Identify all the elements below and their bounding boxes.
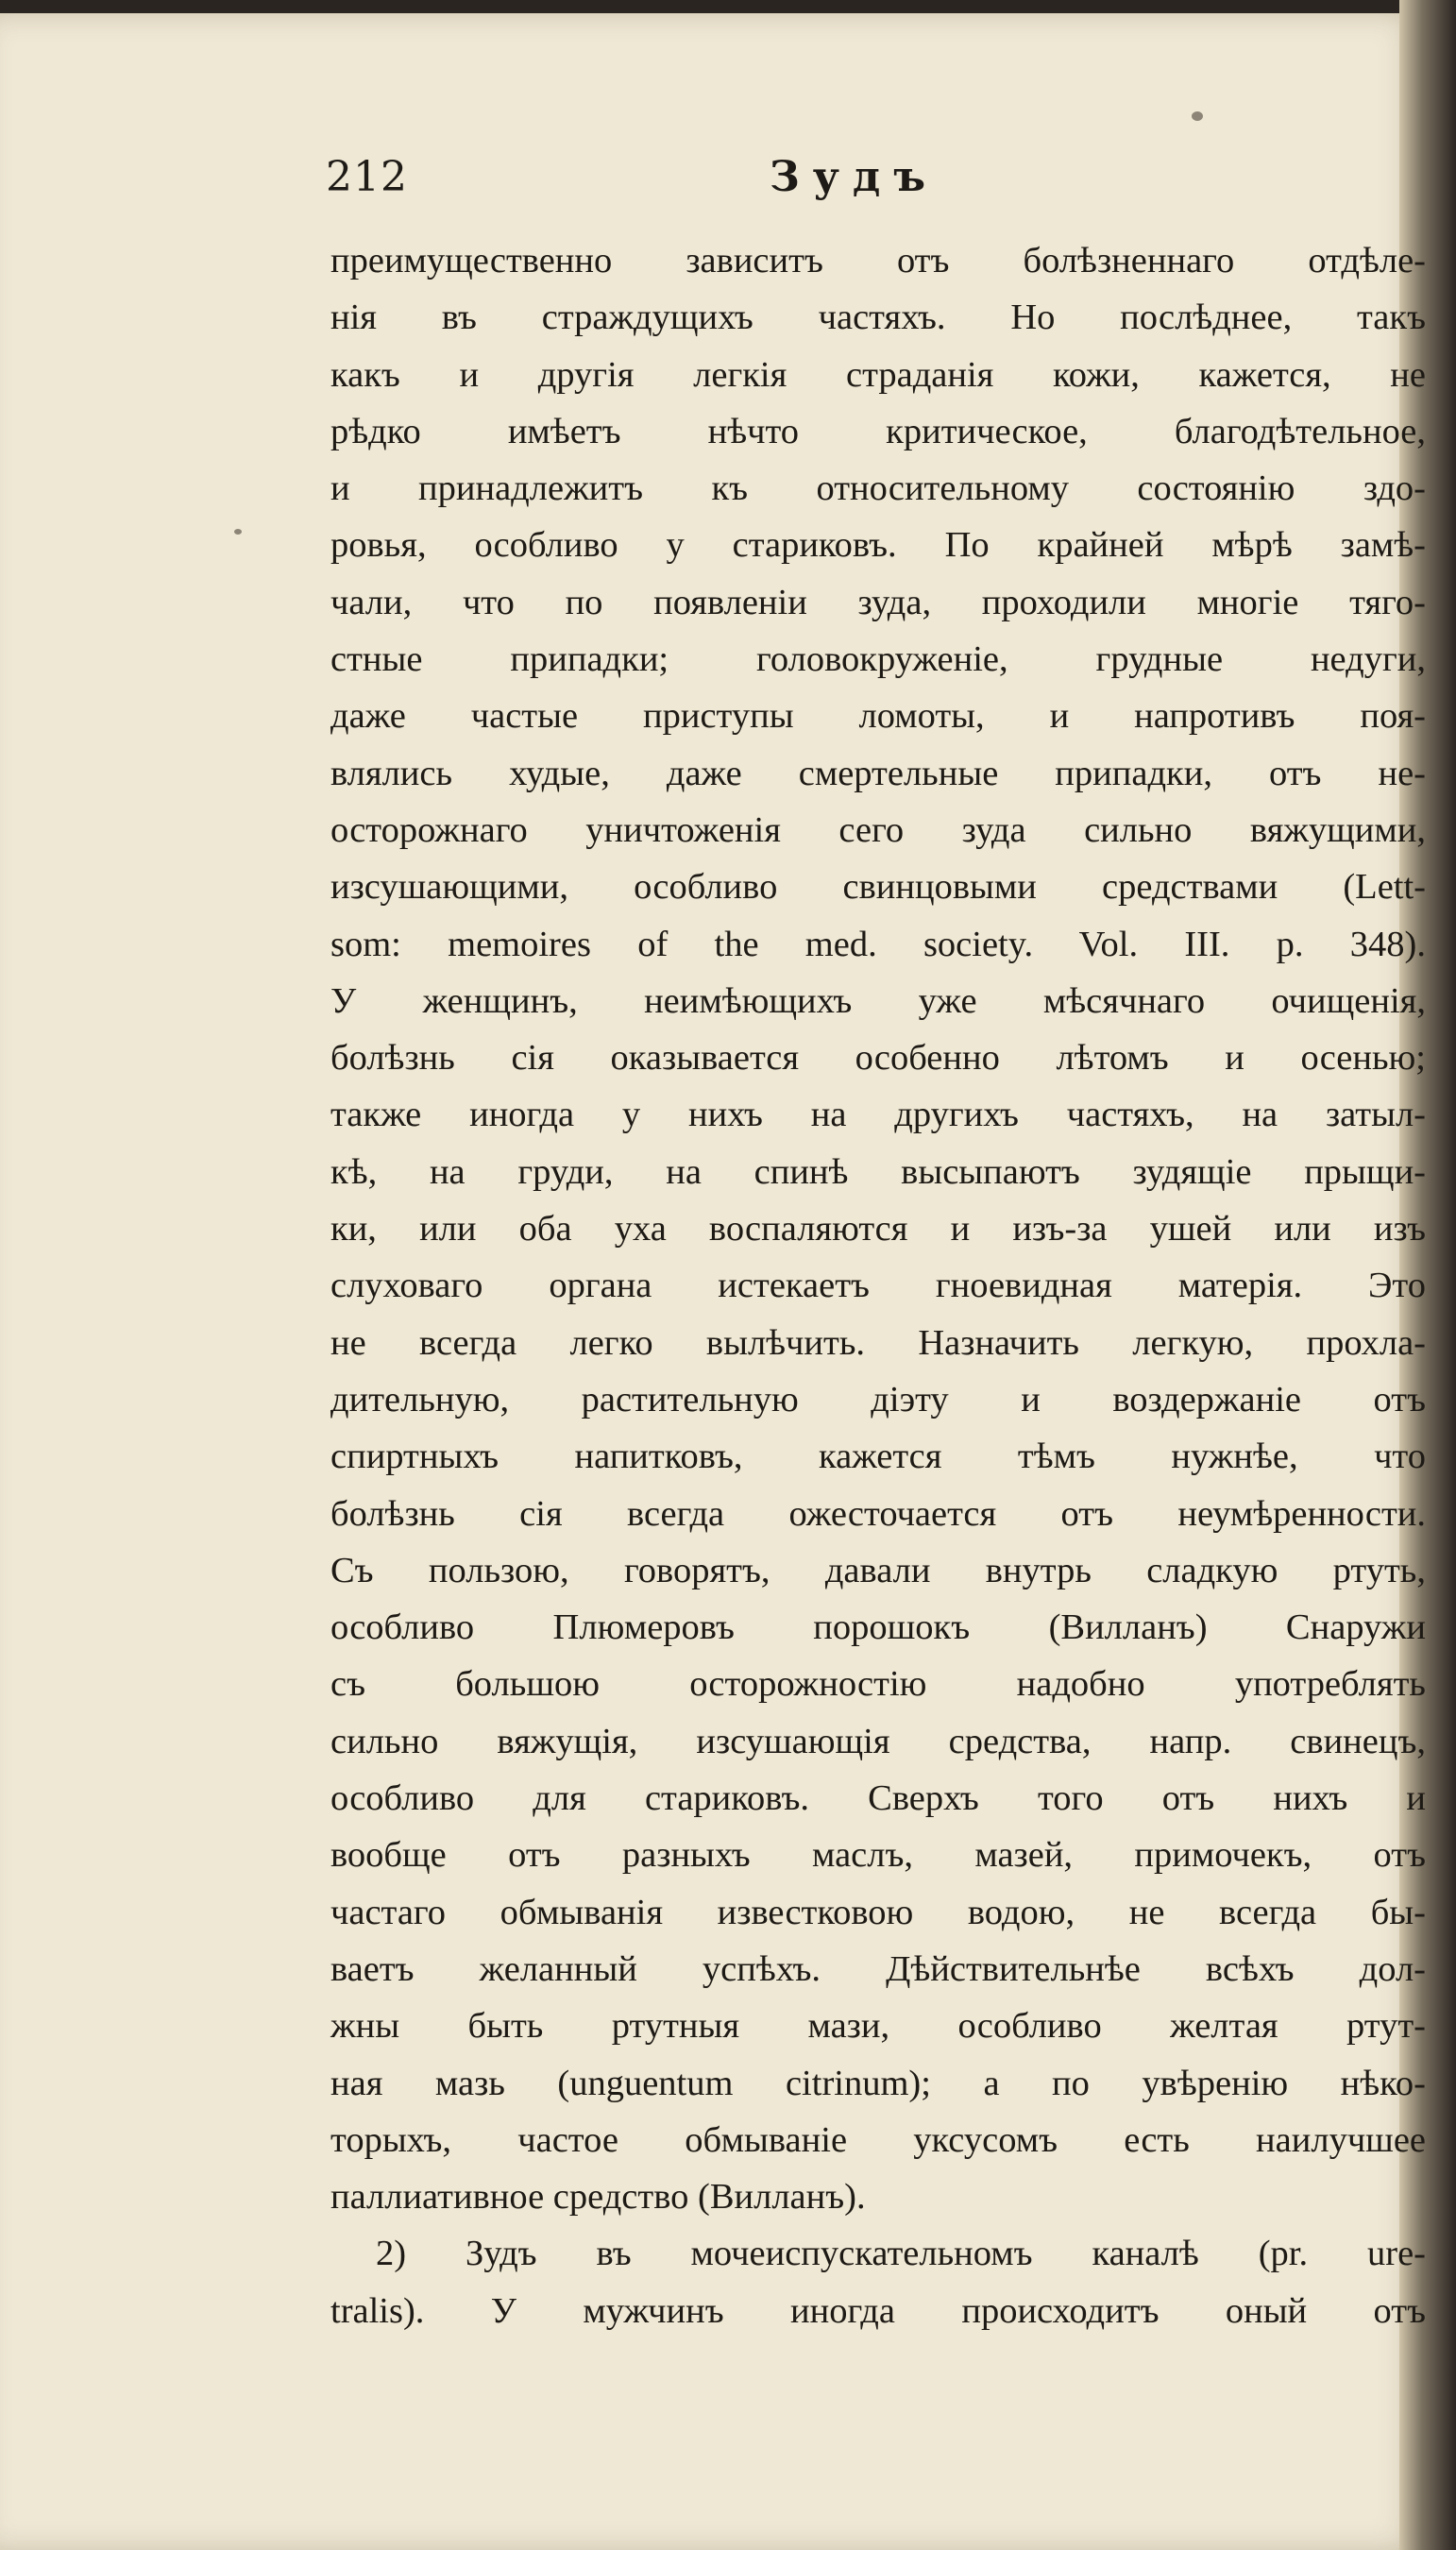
- text-line: также иногда у нихъ на другихъ частяхъ, на затыл-: [330, 1095, 1426, 1135]
- text-line: tralis). У мужчинъ иногда происходитъ оный отъ: [330, 2290, 1426, 2331]
- paper-speck: [234, 529, 242, 535]
- text-line: влялись худые, даже смертельные припадки, отъ не-: [330, 753, 1426, 793]
- text-line: ная мазь (unguentum citrinum); а по увѣренію нѣко-: [330, 2063, 1426, 2103]
- text-line: торыхъ, частое обмываніе уксусомъ есть наилучшее: [330, 2119, 1426, 2160]
- body-text: [330, 232, 1426, 2339]
- text-line: осторожнаго уничтоженія сего зуда сильно вяжущими,: [330, 809, 1426, 850]
- text-line: какъ и другія легкія страданія кожи, кажется, не: [330, 354, 1426, 395]
- text-line: особливо Плюмеровъ порошокъ (Вилланъ) Снаружи: [330, 1607, 1426, 1648]
- text-line: особливо для стариковъ. Сверхъ того отъ нихъ и: [330, 1778, 1426, 1819]
- text-line: съ большою осторожностію надобно употреблять: [330, 1664, 1426, 1705]
- text-line: дительную, растительную діэту и воздержаніе отъ: [330, 1379, 1426, 1420]
- text-line: som: memoires of the med. society. Vol. III. p. 348).: [330, 924, 1426, 964]
- text-line: стные припадки; головокруженіе, грудные недуги,: [330, 639, 1426, 680]
- running-title: Зудъ: [770, 153, 939, 201]
- text-line: изсушающими, особливо свинцовыми средствами (Lett-: [330, 867, 1426, 908]
- text-line: сильно вяжущія, изсушающія средства, напр. свинецъ,: [330, 1721, 1426, 1761]
- text-line: 2) Зудъ въ мочеиспускательномъ каналѣ (pr. ure-: [376, 2234, 1426, 2274]
- text-line: кѣ, на груди, на спинѣ высыпаютъ зудящіе прыщи-: [330, 1151, 1426, 1192]
- text-line: вообще отъ разныхъ маслъ, мазей, примочекъ, отъ: [330, 1835, 1426, 1876]
- text-line: ваетъ желанный успѣхъ. Дѣйствительнѣе всѣхъ дол-: [330, 1948, 1426, 1989]
- text-line: жны быть ртутныя мази, особливо желтая ртут-: [330, 2006, 1426, 2047]
- text-line: чали, что по появленіи зуда, проходили многіе тяго-: [330, 582, 1426, 622]
- text-line: Съ пользою, говорятъ, давали внутрь сладкую ртуть,: [330, 1550, 1426, 1590]
- text-line: ки, или оба уха воспаляются и изъ-за ушей или изъ: [330, 1209, 1426, 1250]
- text-line: ровья, особливо у стариковъ. По крайней мѣрѣ замѣ-: [330, 525, 1426, 566]
- text-line: не всегда легко вылѣчить. Назначить легкую, прохла-: [330, 1322, 1426, 1363]
- page-number: 212: [326, 153, 408, 201]
- text-line: преимущественно зависитъ отъ болѣзненнаго отдѣле-: [330, 241, 1426, 280]
- paper-speck: [1192, 111, 1203, 121]
- text-line: и принадлежитъ къ относительному состоянію здо-: [330, 468, 1426, 509]
- text-line: спиртныхъ напитковъ, кажется тѣмъ нужнѣе, что: [330, 1436, 1426, 1477]
- text-line: частаго обмыванія известковою водою, не всегда бы-: [330, 1892, 1426, 1932]
- text-line: нія въ страждущихъ частяхъ. Но послѣднее, такъ: [330, 298, 1426, 338]
- text-line: паллиативное средство (Вилланъ).: [330, 2177, 866, 2218]
- text-line: болѣзнь сія всегда ожесточается отъ неумѣренности.: [330, 1493, 1426, 1534]
- text-line: болѣзнь сія оказывается особенно лѣтомъ и осенью;: [330, 1038, 1426, 1079]
- text-line: рѣдко имѣетъ нѣчто критическое, благодѣтельное,: [330, 411, 1426, 451]
- text-line: У женщинъ, неимѣющихъ уже мѣсячнаго очищенія,: [330, 980, 1426, 1021]
- page-header: [326, 153, 1421, 219]
- text-line: даже частые приступы ломоты, и напротивъ поя-: [330, 696, 1426, 737]
- text-line: слуховаго органа истекаетъ гноевидная матерія. Это: [330, 1266, 1426, 1306]
